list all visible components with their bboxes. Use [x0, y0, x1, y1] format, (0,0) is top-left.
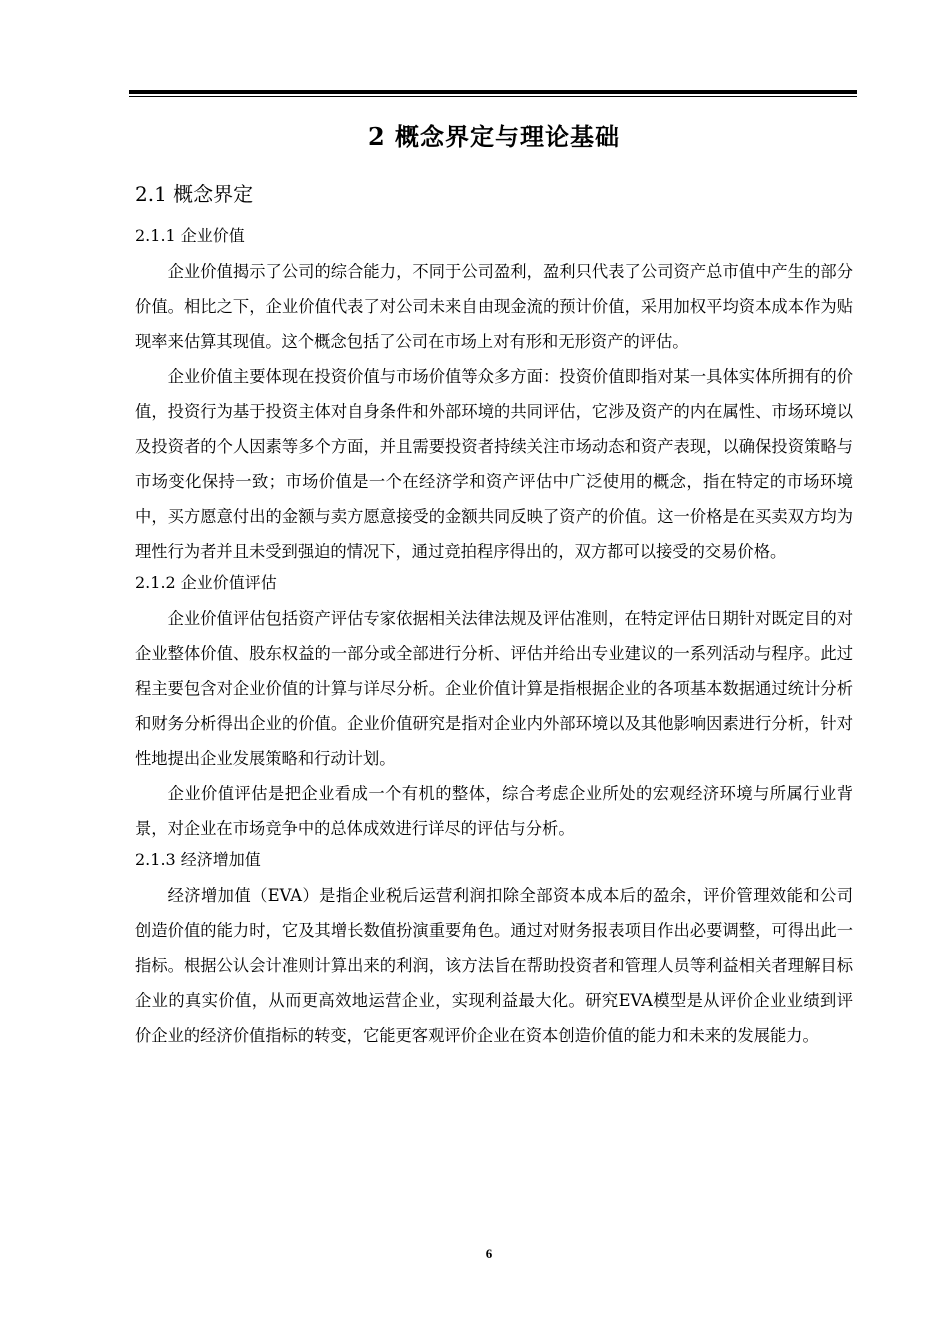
- page-content: [135, 118, 853, 1053]
- chapter-title: 2 概念界定与理论基础: [367, 122, 621, 151]
- paragraph: 企业价值评估包括资产评估专家依据相关法律法规及评估准则，在特定评估日期针对既定目的对企业整体价值、股东权益的一部分或全部进行分析、评估并给出专业建议的一系列活动与程序。此过程主要包含对企业价值的计算与详尽分析。企业价值计算是指根据企业的各项基本数据通过统计分析和财务分析得出企业的价值。企业价值研究是指对企业内外部环境以及其他影响因素进行分析，针对性地提出企业发展策略和行动计划。: [135, 609, 853, 768]
- paragraph: 企业价值评估是把企业看成一个有机的整体，综合考虑企业所处的宏观经济环境与所属行业背景，对企业在市场竞争中的总体成效进行详尽的评估与分析。: [135, 784, 853, 838]
- subsection-title-2-1-1: 2.1.1 企业价值: [135, 226, 245, 245]
- paragraph: 经济增加值（EVA）是指企业税后运营利润扣除全部资本成本后的盈余，评价管理效能和公司创造价值的能力时，它及其增长数值扮演重要角色。通过对财务报表项目作出必要调整，可得出此一指标。根据公认会计准则计算出来的利润，该方法旨在帮助投资者和管理人员等利益相关者理解目标企业的真实价值，从而更高效地运营企业，实现利益最大化。研究EVA模型是从评价企业业绩到评价企业的经济价值指标的转变，它能更客观评价企业在资本创造价值的能力和未来的发展能力。: [135, 886, 853, 1045]
- paragraph: 企业价值揭示了公司的综合能力，不同于公司盈利，盈利只代表了公司资产总市值中产生的部分价值。相比之下，企业价值代表了对公司未来自由现金流的预计价值，采用加权平均资本成本作为贴现率来估算其现值。这个概念包括了公司在市场上对有形和无形资产的评估。: [135, 262, 853, 351]
- subsection-title-2-1-3: 2.1.3 经济增加值: [135, 850, 261, 869]
- subsection-title-2-1-2: 2.1.2 企业价值评估: [135, 573, 277, 592]
- header-rule: [129, 90, 857, 98]
- header-rule-thick: [129, 90, 857, 94]
- page-number: 6: [485, 1246, 493, 1261]
- paragraph: 企业价值主要体现在投资价值与市场价值等众多方面：投资价值即指对某一具体实体所拥有的价值，投资行为基于投资主体对自身条件和外部环境的共同评估，它涉及资产的内在属性、市场环境以及投资者的个人因素等多个方面，并且需要投资者持续关注市场动态和资产表现，以确保投资策略与市场变化保持一致；市场价值是一个在经济学和资产评估中广泛使用的概念，指在特定的市场环境中，买方愿意付出的金额与卖方愿意接受的金额共同反映了资产的价值。这一价格是在买卖双方均为理性行为者并且未受到强迫的情况下，通过竞拍程序得出的，双方都可以接受的交易价格。: [135, 367, 853, 561]
- section-title-2-1: 2.1 概念界定: [135, 182, 254, 206]
- header-rule-thin: [129, 96, 857, 97]
